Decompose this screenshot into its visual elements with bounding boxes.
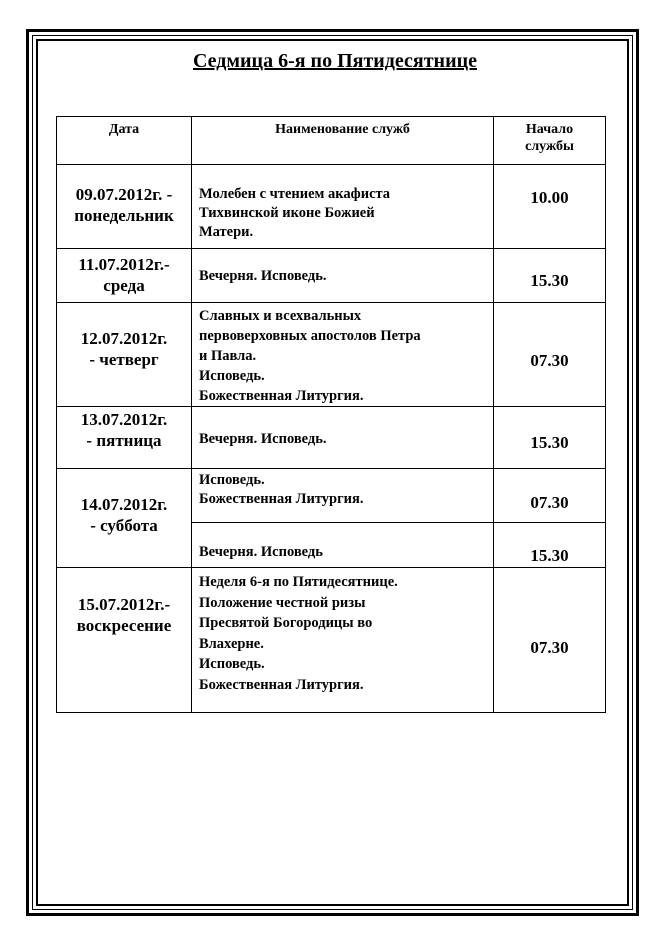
service-cell [192,165,494,249]
time-cell [494,568,606,713]
service-cell [192,523,494,568]
header-time [494,117,606,165]
service-cell [192,469,494,523]
date-line: 09.07.2012г. - [75,185,173,204]
date-cell [57,407,192,469]
table-row [57,469,606,523]
date-cell [57,568,192,713]
header-date: Дата [57,117,192,165]
table-row [57,303,606,407]
time-value: 07.30 [530,493,569,512]
weekday-line: - суббота [90,516,158,535]
service-line: Положение честной ризы [199,594,366,611]
date-line: 12.07.2012г. [80,329,168,348]
time-value: 15.30 [530,271,569,290]
date-cell [57,469,192,568]
weekday-line: - пятница [86,431,162,450]
time-value: 15.30 [530,546,569,565]
header-name: Наименование служб [192,117,494,165]
service-cell [192,407,494,469]
service-line: и Павла. [199,348,257,364]
service-line: Божественная Литургия. [199,676,364,693]
table-row [57,249,606,303]
service-line: Вечерня. Исповедь. [199,431,327,447]
time-cell [494,407,606,469]
service-line: Неделя 6-я по Пятидесятнице. [199,574,398,590]
weekday-line: - четверг [89,350,159,369]
schedule-table [56,116,606,713]
weekday-line: воскресение [76,616,172,635]
service-line: Божественная Литургия. [199,491,364,507]
header-time-line1: Начало [525,122,574,137]
date-line: 14.07.2012г. [80,495,168,514]
time-value: 07.30 [530,638,569,657]
time-cell [494,249,606,303]
table-row [57,568,606,713]
date-cell [57,165,192,249]
time-value: 10.00 [530,188,569,207]
service-line: Вечерня. Исповедь [199,544,323,560]
date-cell [57,249,192,303]
date-line: 13.07.2012г. [80,410,168,429]
service-line: Тихвинской иконе Божией [199,205,375,221]
service-cell [192,568,494,713]
service-cell [192,249,494,303]
page-title: Седмица 6-я по Пятидесятнице [192,50,478,72]
time-cell [494,165,606,249]
weekday-line: понедельник [74,206,174,225]
date-line: 15.07.2012г.- [77,595,171,614]
service-line: Матери. [199,224,254,240]
table-row [57,165,606,249]
service-line: Исповедь. [199,368,265,384]
service-line: Пресвятой Богородицы во [199,615,373,631]
time-value: 07.30 [530,351,569,370]
date-cell [57,303,192,407]
service-line: Влахерне. [199,635,264,652]
time-cell [494,469,606,523]
service-line: первоверховных апостолов Петра [199,328,421,344]
time-value: 15.30 [530,433,569,452]
service-line: Исповедь. [199,656,265,672]
header-time-line2: службы [525,139,574,154]
service-cell [192,303,494,407]
header-row [57,117,606,165]
table-row [57,407,606,469]
date-line: 11.07.2012г.- [78,255,170,274]
service-line: Вечерня. Исповедь. [199,268,327,284]
service-line: Молебен с чтением акафиста [199,186,391,202]
service-line: Славных и всехвальных [199,308,362,324]
time-cell [494,303,606,407]
service-line: Исповедь. [199,472,265,488]
weekday-line: среда [103,276,145,295]
service-line: Божественная Литургия. [199,388,364,404]
time-cell [494,523,606,568]
